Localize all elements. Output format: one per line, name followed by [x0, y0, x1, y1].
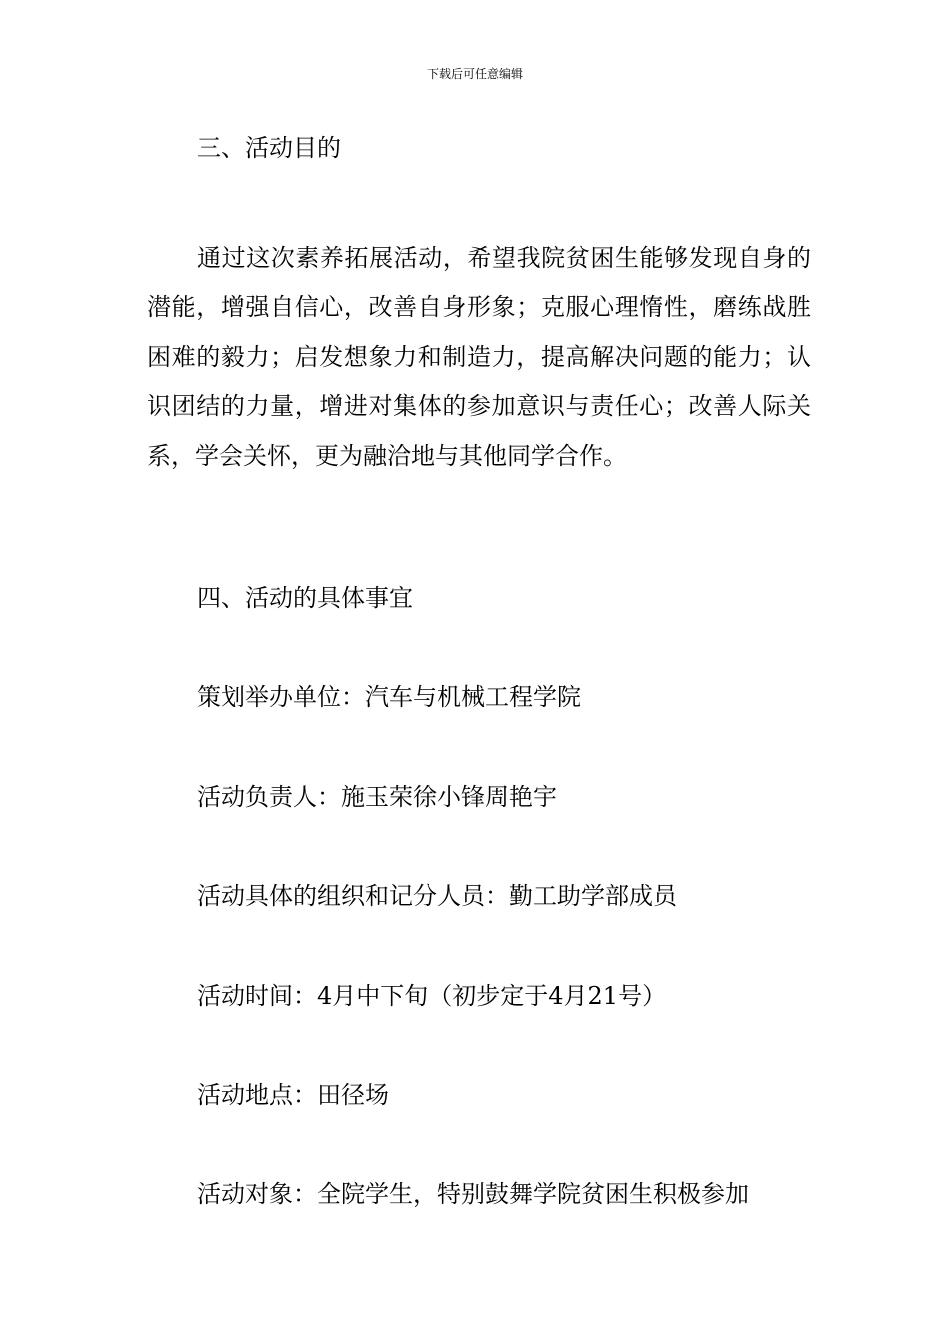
detail-organizer: 策划举办单位：汽车与机械工程学院 — [197, 683, 581, 711]
detail-location: 活动地点：田径场 — [197, 1081, 389, 1109]
detail-time: 活动时间：4月中下旬（初步定于4月21号） — [197, 982, 667, 1010]
header-note: 下载后可任意编辑 — [426, 67, 523, 81]
detail-audience: 活动对象：全院学生，特别鼓舞学院贫困生积极参加 — [197, 1180, 749, 1208]
section-heading-details: 四、活动的具体事宜 — [197, 584, 413, 612]
purpose-paragraph: 通过这次素养拓展活动，希望我院贫困生能够发现自身的潜能，增强自信心，改善自身形象；克服心理惰性，磨练战胜困难的毅力；启发想象力和制造力，提高解决问题的能力；认识团结的力量，增进对集体的参加意识与责任心；改善人际关系，学会关怀，更为融洽地与其他同学合作。 — [147, 244, 811, 470]
detail-leaders: 活动负责人：施玉荣徐小锋周艳宇 — [197, 783, 557, 811]
detail-staff: 活动具体的组织和记分人员：勤工助学部成员 — [197, 882, 677, 910]
section-heading-purpose: 三、活动目的 — [197, 134, 341, 162]
